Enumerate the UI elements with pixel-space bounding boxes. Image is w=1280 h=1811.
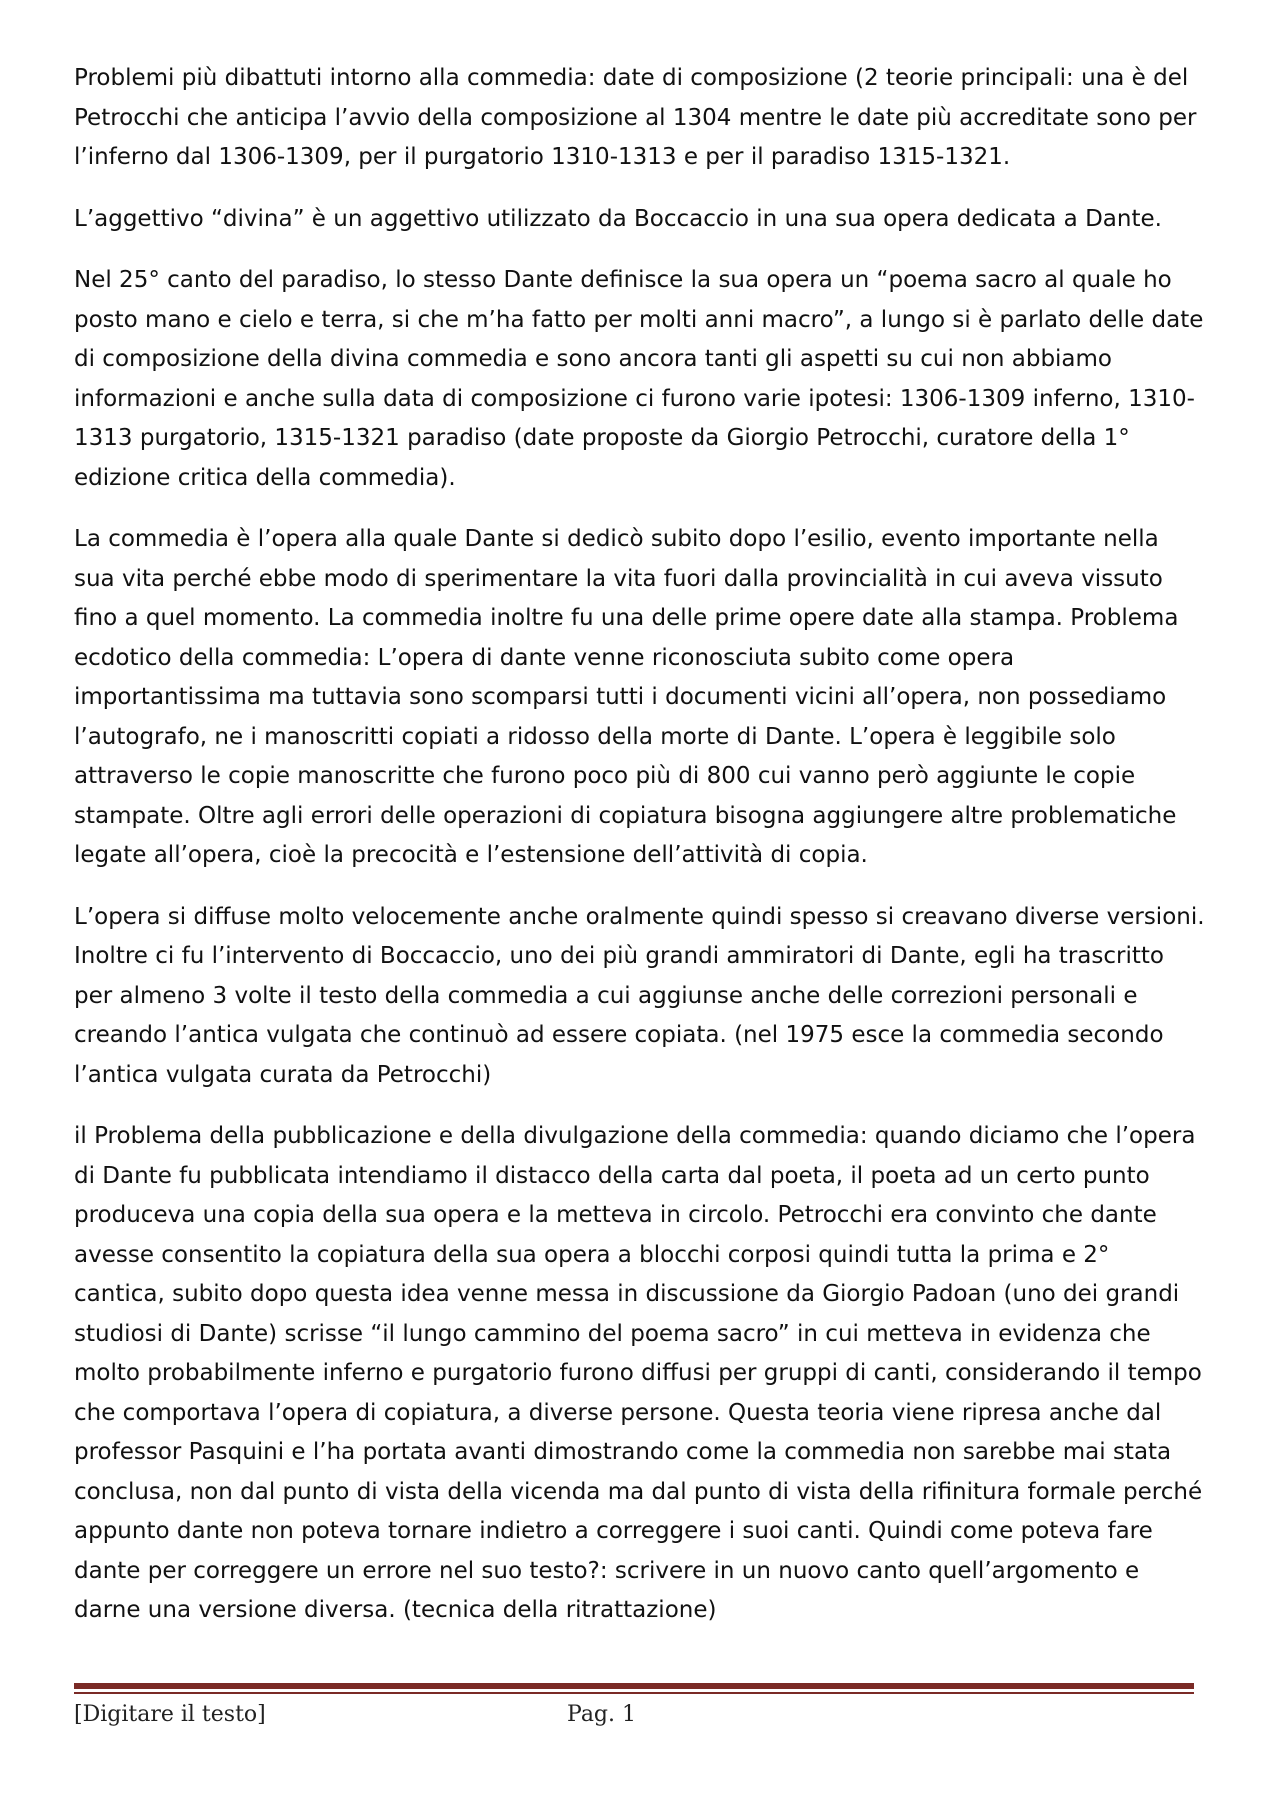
paragraph-boccaccio-vulgata: L’opera si diffuse molto velocemente anche oralmente quindi spesso si creavano diverse versioni. Inoltre ci fu l’intervento di Boccaccio, uno dei più grandi ammiratori di Dante, egli ha trascritto per almeno 3 volte il testo della commedia a cui aggiunse anche delle correzioni personali e creando l’antica vulgata che continuò ad essere copiata. (nel 1975 esce la commedia secondo l’antica vulgata curata da Petrocchi): [74, 903, 1205, 1088]
footer-rule-thick: [74, 1683, 1194, 1689]
footer-page-number: Pag. 1: [567, 1702, 636, 1727]
paragraph-exile-ecdotic: La commedia è l’opera alla quale Dante si dedicò subito dopo l’esilio, evento importante nella sua vita perché ebbe modo di sperimentare la vita fuori dalla provincialità in cui aveva vissuto fino a quel momento. La commedia inoltre fu una delle prime opere date alla stampa. Problema ecdotico della commedia: L’opera di dante venne riconosciuta subito come opera importantissima ma tuttavia sono scomparsi tutti i documenti vicini all’opera, non possediamo l’autografo, ne i manoscritti copiati a ridosso della morte di Dante. L’opera è leggibile solo attraverso le copie manoscritte che furono poco più di 800 cui vanno però aggiunte le copie stampate. Oltre agli errori delle operazioni di copiatura bisogna aggiungere altre problematiche legate all’opera, cioè la precocità e l’estensione dell’attività di copia.: [74, 526, 1179, 868]
paragraph-publication-problem: il Problema della pubblicazione e della divulgazione della commedia: quando diciamo che l’opera di Dante fu pubblicata intendiamo il distacco della carta dal poeta, il poeta ad un certo punto produceva una copia della sua opera e la metteva in circolo. Petrocchi era convinto che dante avesse consentito la copiatura della sua opera a blocchi corposi quindi tutta la prima e 2° cantica, subito dopo questa idea venne messa in discussione da Giorgio Padoan (uno dei grandi studiosi di Dante) scrisse “il lungo cammino del poema sacro” in cui metteva in evidenza che molto probabilmente inferno e purgatorio furono diffusi per gruppi di canti, considerando il tempo che comportava l’opera di copiatura, a diverse persone. Questa teoria viene ripresa anche dal professor Pasquini e l’ha portata avanti dimostrando come la commedia non sarebbe mai stata conclusa, non dal punto di vista della vicenda ma dal punto di vista della rifinitura formale perché appunto dante non poteva tornare indietro a correggere i suoi canti. Quindi come poteva fare dante per correggere un errore nel suo testo?: scrivere in un nuovo canto quell’argomento e darne una versione diversa. (tecnica della ritrattazione): [74, 1123, 1203, 1623]
paragraph-canto-25: Nel 25° canto del paradiso, lo stesso Dante definisce la sua opera un “poema sacro al quale ho posto mano e cielo e terra, si che m’ha fatto per molti anni macro”, a lungo si è parlato delle date di composizione della divina commedia e sono ancora tanti gli aspetti su cui non abbiamo informazioni e anche sulla data di composizione ci furono varie ipotesi: 1306-1309 inferno, 1310-1313 purgatorio, 1315-1321 paradiso (date proposte da Giorgio Petrocchi, curatore della 1° edizione critica della commedia).: [74, 267, 1204, 491]
footer-rule-thin: [74, 1692, 1194, 1694]
paragraph-composition-dates: Problemi più dibattuti intorno alla commedia: date di composizione (2 teorie principali: una è del Petrocchi che anticipa l’avvio della composizione al 1304 mentre le date più accreditate sono per l’inferno dal 1306-1309, per il purgatorio 1310-1313 e per il paradiso 1315-1321.: [74, 65, 1197, 170]
document-body: [74, 59, 1206, 1653]
paragraph-divina-adjective: L’aggettivo “divina” è un aggettivo utilizzato da Boccaccio in una sua opera dedicata a Dante.: [74, 205, 1162, 232]
footer-placeholder-text[interactable]: [Digitare il testo]: [74, 1702, 266, 1727]
